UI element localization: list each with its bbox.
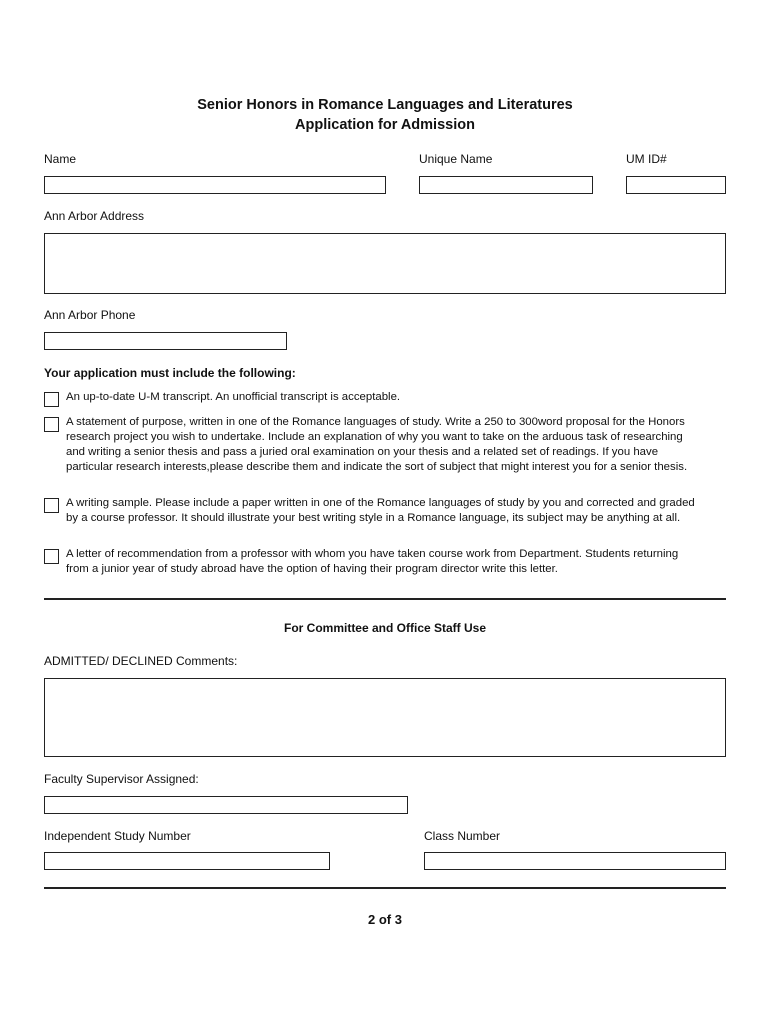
requirement-checkbox-writing-sample[interactable]: [44, 498, 59, 513]
comments-label: ADMITTED/ DECLINED Comments:: [44, 654, 238, 668]
requirement-text-writing-sample: A writing sample. Please include a paper written in one of the Romance languages of study by you and corrected and graded by a course professor. It should illustrate your best writing style in a Romance language, its subject may be anything at all.: [66, 497, 695, 524]
name-field[interactable]: [44, 176, 386, 194]
phone-field[interactable]: [44, 332, 287, 350]
requirement-text-transcript: An up-to-date U-M transcript. An unofficial transcript is acceptable.: [66, 391, 401, 403]
class-number-label: Class Number: [424, 829, 501, 843]
requirements-heading: Your application must include the following:: [44, 366, 296, 380]
section-divider: [44, 598, 726, 600]
supervisor-label: Faculty Supervisor Assigned:: [44, 772, 199, 786]
umid-field[interactable]: [626, 176, 726, 194]
requirement-checkbox-statement[interactable]: [44, 417, 59, 432]
committee-heading: For Committee and Office Staff Use: [283, 621, 487, 635]
comments-field[interactable]: [44, 678, 726, 757]
page-number: 2 of 3: [368, 912, 402, 927]
class-number-field[interactable]: [424, 852, 726, 870]
footer-divider: [44, 887, 726, 889]
supervisor-field[interactable]: [44, 796, 408, 814]
page-title: Senior Honors in Romance Languages and Literatures: [197, 97, 573, 113]
phone-label: Ann Arbor Phone: [44, 308, 136, 322]
requirement-text-statement: A statement of purpose, written in one of the Romance languages of study. Write a 250 to 300word proposal for the Honors research project you wish to undertake. Include an explanation of why you want to take on the arduous task of researching and writing a senior thesis and pass a juried oral examination on your thesis and a related set of readings. If you have particular research interests,please describe them and indicate the sort of subject that might interest you for a senior thesis.: [66, 416, 688, 473]
page-subtitle: Application for Admission: [295, 117, 475, 133]
umid-label: UM ID#: [626, 152, 667, 166]
address-field[interactable]: [44, 233, 726, 294]
requirement-checkbox-recommendation[interactable]: [44, 549, 59, 564]
requirement-text-recommendation: A letter of recommendation from a professor with whom you have taken course work from Department. Students returning from a junior year of study abroad have the option of having their program director write this letter.: [66, 548, 679, 575]
requirement-checkbox-transcript[interactable]: [44, 392, 59, 407]
address-label: Ann Arbor Address: [44, 209, 145, 223]
unique-name-field[interactable]: [419, 176, 593, 194]
study-number-label: Independent Study Number: [44, 829, 191, 843]
study-number-field[interactable]: [44, 852, 330, 870]
name-label: Name: [44, 152, 77, 166]
unique-name-label: Unique Name: [419, 152, 493, 166]
